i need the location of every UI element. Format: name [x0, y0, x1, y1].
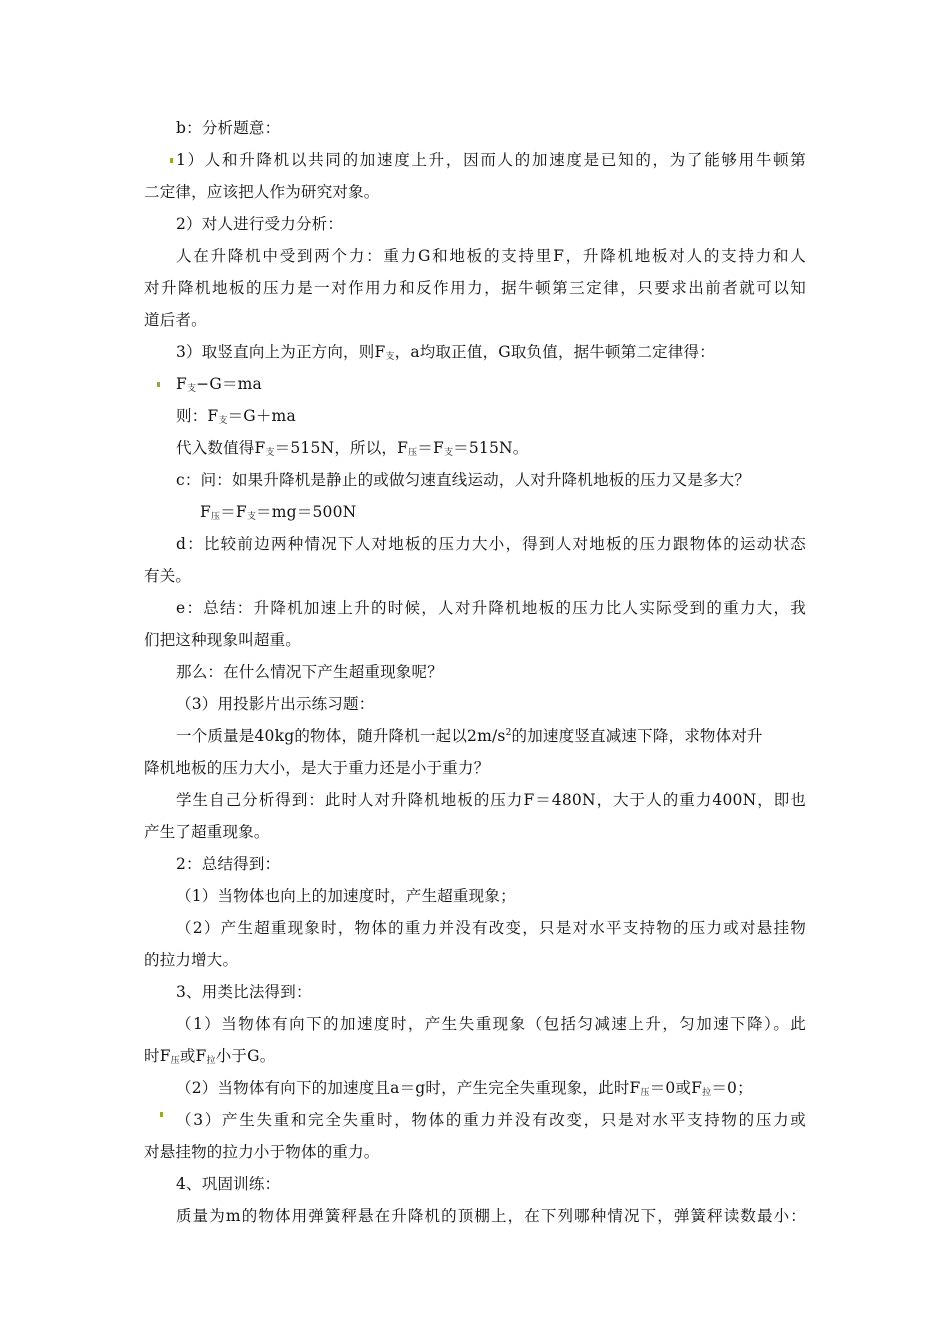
text-line: 时$F_压$或$F_拉$小于G。: [144, 1047, 276, 1066]
text-line: （2）产生超重现象时，物体的重力并没有改变，只是对水平支持物的压力或对悬挂物: [176, 919, 806, 937]
equation-line: $F_支-G=ma$: [176, 375, 262, 394]
text-line: d：比较前边两种情况下人对地板的压力大小，得到人对地板的压力跟物体的运动状态: [176, 535, 806, 553]
text-line: 那么：在什么情况下产生超重现象呢？: [176, 663, 443, 681]
text-line: 产生了超重现象。: [144, 823, 270, 841]
text-line: 2：总结得到：: [176, 855, 281, 873]
margin-mark: [160, 1112, 163, 1117]
text-line: 一个质量是40kg的物体，随升降机一起以$2m/s^2$的加速度竖直减速下降，求物体对升: [176, 727, 763, 745]
text-line: 们把这种现象叫超重。: [144, 631, 302, 649]
equation-line: 则：$F_支=G+ma$: [176, 407, 296, 426]
text-line: 对升降机地板的压力是一对作用力和反作用力，据牛顿第三定律，只要求出前者就可以知: [144, 279, 806, 297]
text-line: 二定律，应该把人作为研究对象。: [144, 183, 380, 201]
text-line: 2）对人进行受力分析：: [176, 215, 344, 233]
text-line: e：总结：升降机加速上升的时候，人对升降机地板的压力比人实际受到的重力大，我: [176, 599, 806, 617]
margin-mark: [170, 158, 173, 163]
text-line: 质量为m的物体用弹簧秤悬在升降机的顶棚上，在下列哪种情况下，弹簧秤读数最小：: [176, 1207, 806, 1225]
text-line: （1）当物体有向下的加速度时，产生失重现象（包括匀减速上升，匀加速下降）。此: [176, 1015, 806, 1033]
text-line: 降机地板的压力大小，是大于重力还是小于重力？: [144, 759, 490, 777]
text-line: （3）产生失重和完全失重时，物体的重力并没有改变，只是对水平支持物的压力或: [176, 1111, 806, 1129]
text-line: （1）当物体也向上的加速度时，产生超重现象；: [176, 887, 516, 905]
text-line: 人在升降机中受到两个力：重力G和地板的支持里F，升降机地板对人的支持力和人: [176, 247, 806, 265]
text-line: b：分析题意：: [176, 119, 281, 137]
text-line: （3）用投影片出示练习题：: [176, 695, 375, 713]
text-line: 3）取竖直向上为正方向，则$F_支$，a均取正值，G取负值，据牛顿第二定律得：: [176, 343, 715, 362]
text-line: 学生自己分析得到：此时人对升降机地板的压力F＝480N，大于人的重力400N，即也: [176, 791, 806, 809]
text-line: 有关。: [144, 567, 192, 585]
text-line: c：问：如果升降机是静止的或做匀速直线运动，人对升降机地板的压力又是多大？: [176, 471, 751, 489]
text-line: 代入数值得$F_支=515N$，所以，$F_压=F_支=515N$。: [176, 439, 529, 458]
text-line: （2）当物体有向下的加速度且a＝g时，产生完全失重现象，此时$F_压=0$或$F_拉=0$；: [176, 1079, 753, 1098]
text-line: 的拉力增大。: [144, 951, 239, 969]
text-line: 4、巩固训练：: [176, 1175, 281, 1193]
margin-mark: [157, 382, 160, 387]
text-line: 对悬挂物的拉力小于物体的重力。: [144, 1143, 380, 1161]
text-line: 3、用类比法得到：: [176, 983, 312, 1001]
equation-line: $F_压=F_支=mg=500N$: [200, 503, 357, 522]
text-line: 道后者。: [144, 311, 207, 329]
text-line: 1）人和升降机以共同的加速度上升，因而人的加速度是已知的，为了能够用牛顿第: [176, 151, 806, 169]
